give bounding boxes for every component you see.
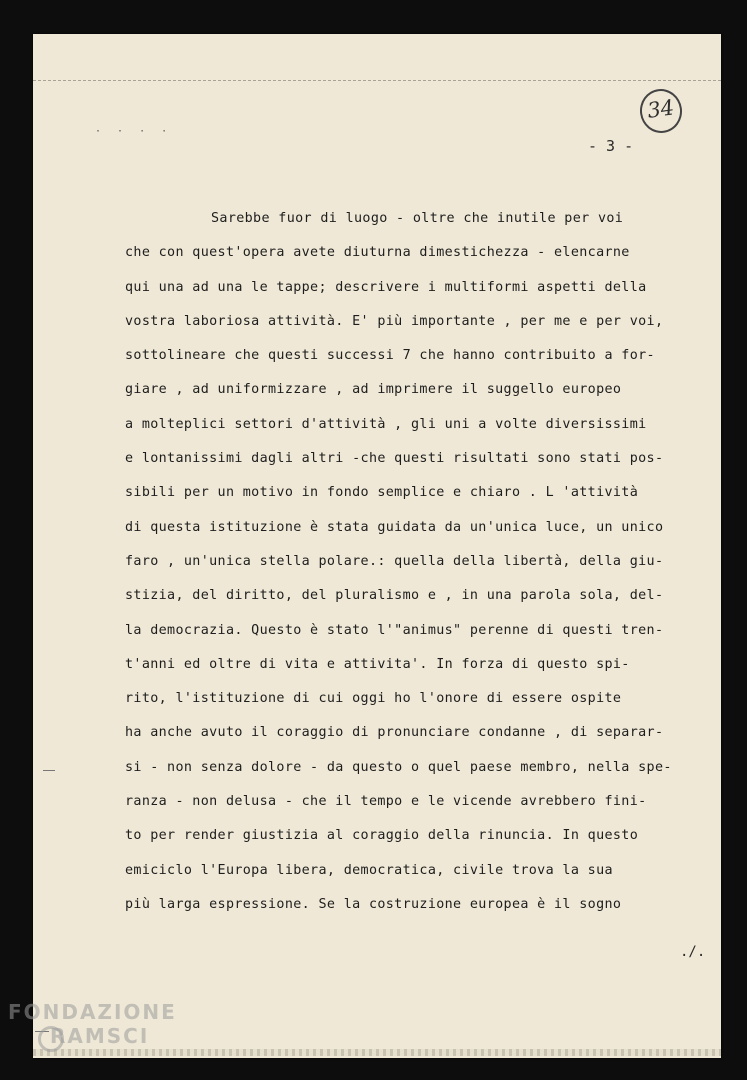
text-line: la democrazia. Questo è stato l'"animus" perenne di questi tren- <box>125 622 664 638</box>
body-text <box>125 202 695 922</box>
watermark-g-logo-icon <box>38 1026 64 1052</box>
text-line: to per render giustizia al coraggio della rinuncia. In questo <box>125 828 639 844</box>
text-line: stizia, del diritto, del pluralismo e , in una parola sola, del- <box>125 588 664 604</box>
text-line: t'anni ed oltre di vita e attivita'. In forza di questo spi- <box>125 656 630 672</box>
fondazione-gramsci-watermark <box>8 1000 188 1048</box>
text-line: si - non senza dolore - da questo o quel paese membro, nella spe- <box>125 759 672 775</box>
text-line: qui una ad una le tappe; descrivere i multiformi aspetti della <box>125 279 647 295</box>
text-line: ha anche avuto il coraggio di pronunciare condanne , di separar- <box>125 725 664 741</box>
text-line: vostra laboriosa attività. E' più importante , per me e per voi, <box>125 313 664 329</box>
text-line: a molteplici settori d'attività , gli uni a volte diversissimi <box>125 416 647 432</box>
text-line: rito, l'istituzione di cui oggi ho l'onore di essere ospite <box>125 691 622 707</box>
text-line: e lontanissimi dagli altri -che questi risultati sono stati pos- <box>125 451 664 467</box>
margin-tick <box>43 770 55 771</box>
folio-number-circle <box>637 86 685 135</box>
folio-number: 34 <box>645 95 676 123</box>
text-line: ranza - non delusa - che il tempo e le vicende avrebbero fini- <box>125 794 647 810</box>
text-line: emiciclo l'Europa libera, democratica, civile trova la sua <box>125 862 613 878</box>
continuation-mark: ./. <box>680 944 706 960</box>
text-line: di questa istituzione è stata guidata da un'unica luce, un unico <box>125 519 664 535</box>
text-line: sottolineare che questi successi 7 che hanno contribuito a for- <box>125 348 655 364</box>
watermark-line2: RAMSCI <box>50 1024 150 1048</box>
page-number: - 3 - <box>588 137 634 155</box>
speckle-marks: · · · · <box>95 126 173 137</box>
header-rule <box>33 80 721 81</box>
document-page <box>33 34 721 1058</box>
text-line: faro , un'unica stella polare.: quella della libertà, della giu- <box>125 553 664 569</box>
text-line: giare , ad uniformizzare , ad imprimere il suggello europeo <box>125 382 622 398</box>
text-line: sibili per un motivo in fondo semplice e chiaro . L 'attività <box>125 485 639 501</box>
scan-edge-band <box>33 1049 721 1056</box>
text-line: più larga espressione. Se la costruzione europea è il sogno <box>125 896 622 912</box>
text-line: Sarebbe fuor di luogo - oltre che inutile per voi <box>211 211 624 226</box>
watermark-line1: FONDAZIONE <box>8 1000 177 1024</box>
text-line: che con quest'opera avete diuturna dimestichezza - elencarne <box>125 245 630 261</box>
